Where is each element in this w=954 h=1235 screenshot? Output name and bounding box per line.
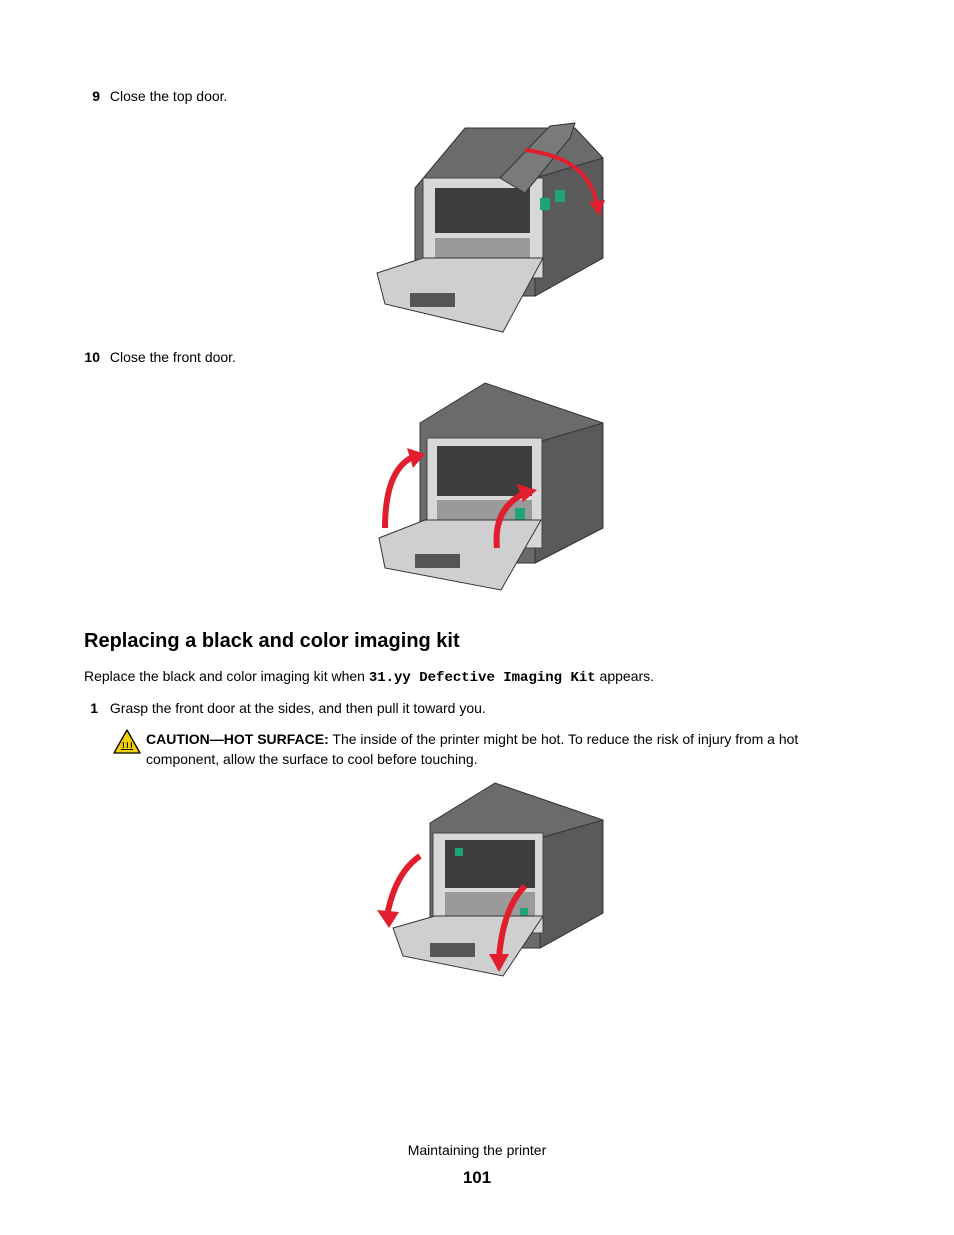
caution-text: The inside of the printer might be hot. To reduce the risk of injury from a hot component, allow the surface to cool before touching. (146, 731, 799, 767)
step-text: Grasp the front door at the sides, and then pull it toward you. (109, 700, 486, 716)
illustration-close-front-door (375, 378, 610, 596)
step-number: 1 (90, 700, 98, 716)
step-number: 9 (92, 88, 100, 104)
step-1 (84, 699, 486, 717)
section-intro (84, 667, 654, 687)
intro-text-before: Replace the black and color imaging kit when (84, 668, 369, 684)
illustration-open-front-door (375, 778, 610, 984)
caution-label: CAUTION—HOT SURFACE: (146, 731, 329, 747)
illustration-close-top-door (375, 118, 610, 336)
step-10 (80, 348, 236, 366)
step-9 (84, 87, 227, 105)
step-number: 10 (84, 349, 100, 365)
page-number: 101 (462, 1168, 492, 1187)
intro-code: 31.yy Defective Imaging Kit (368, 670, 596, 686)
section-title: Replacing a black and color imaging kit (84, 630, 460, 652)
caution-note (146, 729, 866, 769)
intro-text-after: appears. (595, 668, 655, 684)
step-text: Close the top door. (109, 88, 228, 104)
hot-surface-warning-icon (113, 729, 141, 754)
footer-chapter: Maintaining the printer (407, 1142, 547, 1158)
step-text: Close the front door. (109, 349, 236, 365)
